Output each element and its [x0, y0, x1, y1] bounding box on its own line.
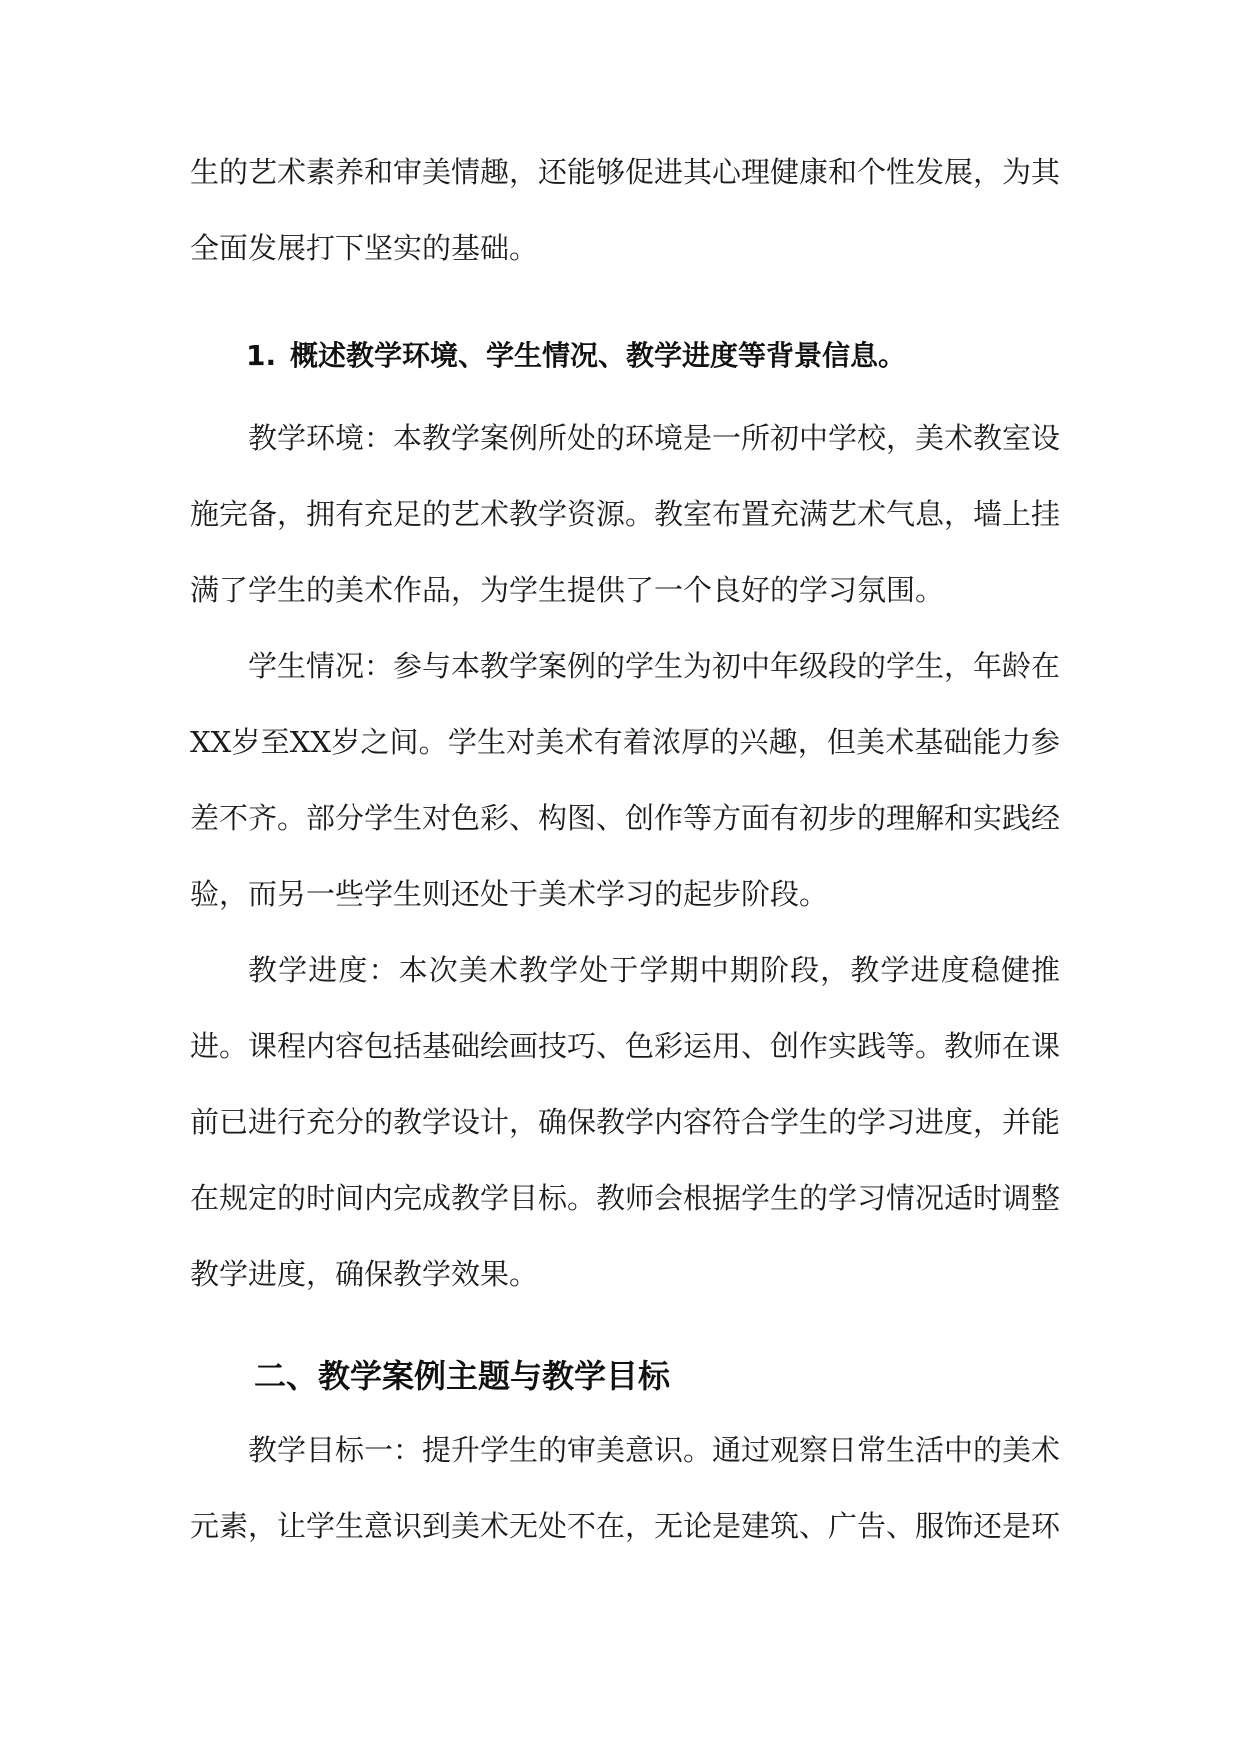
section-2-heading: 二、教学案例主题与教学目标 — [254, 1357, 671, 1395]
section-1-heading-text: 概述教学环境、学生情况、教学进度等背景信息。 — [290, 339, 907, 372]
teaching-progress-paragraph: 教学进度：本次美术教学处于学期中期阶段，教学进度稳健推进。课程内容包括基础绘画技巧、色彩运用、创作实践等。教师在课前已进行充分的教学设计，确保教学内容符合学生的学习进度，并能在规定的时间内完成教学目标。教师会根据学生的学习情况适时调整教学进度，确保教学效果。 — [190, 953, 1061, 1291]
section-1-number: 1. — [246, 339, 277, 372]
intro-continuation-paragraph: 生的艺术素养和审美情趣，还能够促进其心理健康和个性发展，为其全面发展打下坚实的基础。 — [190, 155, 1061, 265]
teaching-environment-paragraph: 教学环境：本教学案例所处的环境是一所初中学校，美术教室设施完备，拥有充足的艺术教学资源。教室布置充满艺术气息，墙上挂满了学生的美术作品，为学生提供了一个良好的学习氛围。 — [190, 421, 1061, 607]
section-1-heading — [246, 336, 906, 376]
teaching-goal-1-paragraph: 教学目标一：提升学生的审美意识。通过观察日常生活中的美术元素，让学生意识到美术无处不在，无论是建筑、广告、服饰还是环 — [190, 1433, 1061, 1543]
student-situation-paragraph: 学生情况：参与本教学案例的学生为初中年级段的学生，年龄在XX岁至XX岁之间。学生对美术有着浓厚的兴趣，但美术基础能力参差不齐。部分学生对色彩、构图、创作等方面有初步的理解和实践经验，而另一些学生则还处于美术学习的起步阶段。 — [190, 649, 1061, 911]
